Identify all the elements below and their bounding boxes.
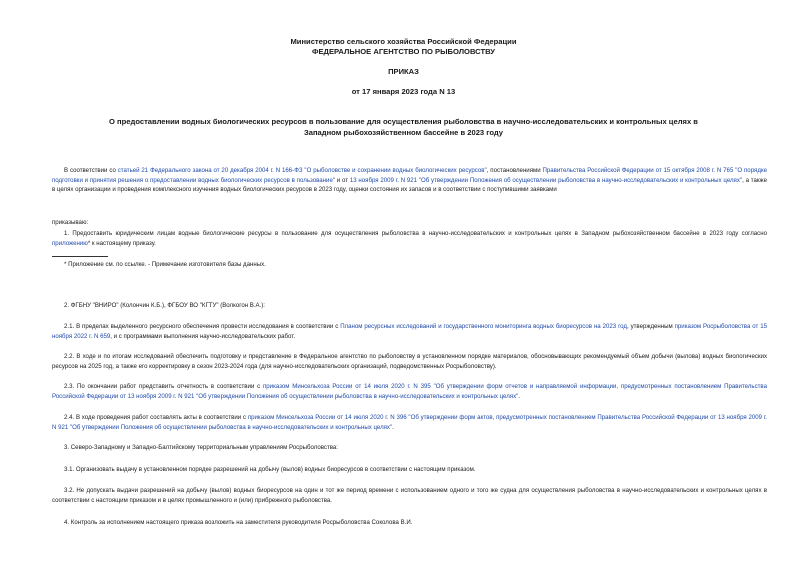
footnote-text: * Приложение см. по ссылке. - Примечание изготовителя базы данных. bbox=[64, 261, 266, 268]
item-2-paragraph: 2. ФГБНУ "ВНИРО" (Колончин К.Б.), ФГБОУ ВО "КГТУ" (Волкогон В.А.): bbox=[64, 302, 265, 309]
research-plan-link[interactable]: Планом ресурсных исследований и государственного мониторинга водных биоресурсов на 2023 год bbox=[340, 323, 627, 330]
item-3-1-paragraph: 3.1. Организовать выдачу в установленном порядке разрешений на добычу (вылов) водных биоресурсов в соответствии с настоящим приказом. bbox=[64, 466, 476, 473]
item-2-2-paragraph: 2.2. В ходе и по итогам исследований обеспечить подготовку и представление в Федеральное агентство по рыболовству в установленном порядке материалов, обосновывающих рекомендуемый объем добычи (вылова) водных биологических ресурсов на 2025 год, а также его корректировку в сезон 2023-2024 года (для научно-исследовательских организаций, подведомственных Росрыболовству). bbox=[52, 353, 767, 370]
item-3-2-paragraph: 3.2. Не допускать выдачи разрешений на добычу (вылов) водных биоресурсов на один и тот же период времени с использованием одного и того же судна для осуществления рыболовства в научно-исследовательских и контрольных целях в соответствии с настоящим приказом и в целях промышленного и (или) прибрежного рыболовства. bbox=[52, 487, 767, 504]
agency-name: ФЕДЕРАЛЬНОЕ АГЕНТСТВО ПО РЫБОЛОВСТВУ bbox=[312, 47, 495, 56]
item-2-1-text-3: , и с программами выполнения научно-исследовательских работ. bbox=[110, 332, 296, 340]
law-166-fz-link[interactable]: статьей 21 Федерального закона от 20 декабря 2004 г. N 166-ФЗ "О рыболовстве и сохранении водных биологических ресурсов" bbox=[117, 167, 487, 174]
preamble-paragraph bbox=[52, 166, 767, 195]
resolution-921-link[interactable]: 13 ноября 2009 г. N 921 "Об утверждении Положения об осуществлении рыболовства в научно-исследовательских и контрольных целях" bbox=[349, 176, 743, 184]
order-659-link[interactable]: приказом Росрыболовства от 15 ноября 2022 г. N 659 bbox=[52, 323, 768, 340]
item-2-4-paragraph bbox=[52, 413, 767, 432]
resolution-765-link[interactable]: Правительства Российской Федерации от 15 октября 2008 г. N 765 "О порядке подготовки и принятия решения о предоставлении водных биологических ресурсов в пользование" bbox=[52, 167, 767, 184]
footnote-separator bbox=[52, 256, 108, 257]
preamble-text-2: , постановлениями bbox=[486, 167, 543, 174]
document-title: О предоставлении водных биологических ресурсов в пользование для осуществления рыболовства в научно-исследовательских и контрольных целях в Западном рыбохозяйственном бассейне в 2023 году bbox=[109, 117, 698, 137]
item-2-1-text-1: 2.1. В пределах выделенного ресурсного обеспечения провести исследования в соответствии с bbox=[64, 323, 341, 330]
order-word: приказываю: bbox=[52, 219, 89, 226]
order-396-link[interactable]: приказом Минсельхоза России от 14 июля 2020 г. N 396 "Об утверждении форм актов, предусмотренных постановлением Правительства Российской Федерации от 13 ноября 2009 г. N 921 "Об утверждении Положения об осуществлении рыболовства в научно-исследовательских и контрольных целях" bbox=[52, 414, 768, 431]
item-2-3-text-1: 2.3. По окончании работ представить отчетность в соответствии с bbox=[64, 383, 263, 390]
ministry-name: Министерство сельского хозяйства Российской Федерации bbox=[290, 37, 517, 46]
item-2-4-text-1: 2.4. В ходе проведения работ составлять акты в соответствии с bbox=[64, 414, 248, 421]
item-2-1-text-2: , утвержденным bbox=[626, 323, 675, 330]
item-2-1-paragraph bbox=[52, 322, 767, 341]
document-date-number: от 17 января 2023 года N 13 bbox=[351, 87, 456, 96]
item-4-paragraph: 4. Контроль за исполнением настоящего приказа возложить на заместителя руководителя Росрыболовства Соколова В.И. bbox=[64, 519, 413, 526]
item-1-paragraph bbox=[52, 229, 767, 248]
document-type: ПРИКАЗ bbox=[388, 67, 419, 76]
preamble-text-1: В соответствии со bbox=[64, 167, 118, 174]
item-2-4-text-2: . bbox=[392, 423, 394, 431]
appendix-link[interactable]: приложению bbox=[52, 239, 88, 247]
order-395-link[interactable]: приказом Минсельхоза России от 14 июля 2020 г. N 395 "Об утверждении форм отчетов и направляемой информации, предусмотренных постановлением Правительства Российской Федерации от 13 ноября 2009 г. N 921 "Об утверждении Положения об осуществлении рыболовства в научно-исследовательских и контрольных целях" bbox=[52, 383, 767, 400]
item-1-text-2: * к настоящему приказу. bbox=[87, 239, 156, 247]
preamble-text-3: и от bbox=[335, 176, 350, 184]
item-2-3-paragraph bbox=[52, 382, 767, 401]
item-1-text-1: 1. Предоставить юридическим лицам водные биологические ресурсы в пользование для осуществления рыболовства в научно-исследовательских и контрольных целях в Западном рыбохозяйственном бассейне в 2023 году согласно bbox=[64, 230, 767, 237]
item-2-3-text-2: . bbox=[518, 392, 520, 400]
preamble-text-4: , а также в целях организации и проведения комплексного изучения водных биологических ресурсов в 2023 году, оценки состояния их запасов и в соответствии с поступившими заявками bbox=[52, 176, 767, 193]
item-3-paragraph: 3. Северо-Западному и Западно-Балтийскому территориальным управлениям Росрыболовства: bbox=[64, 444, 338, 451]
